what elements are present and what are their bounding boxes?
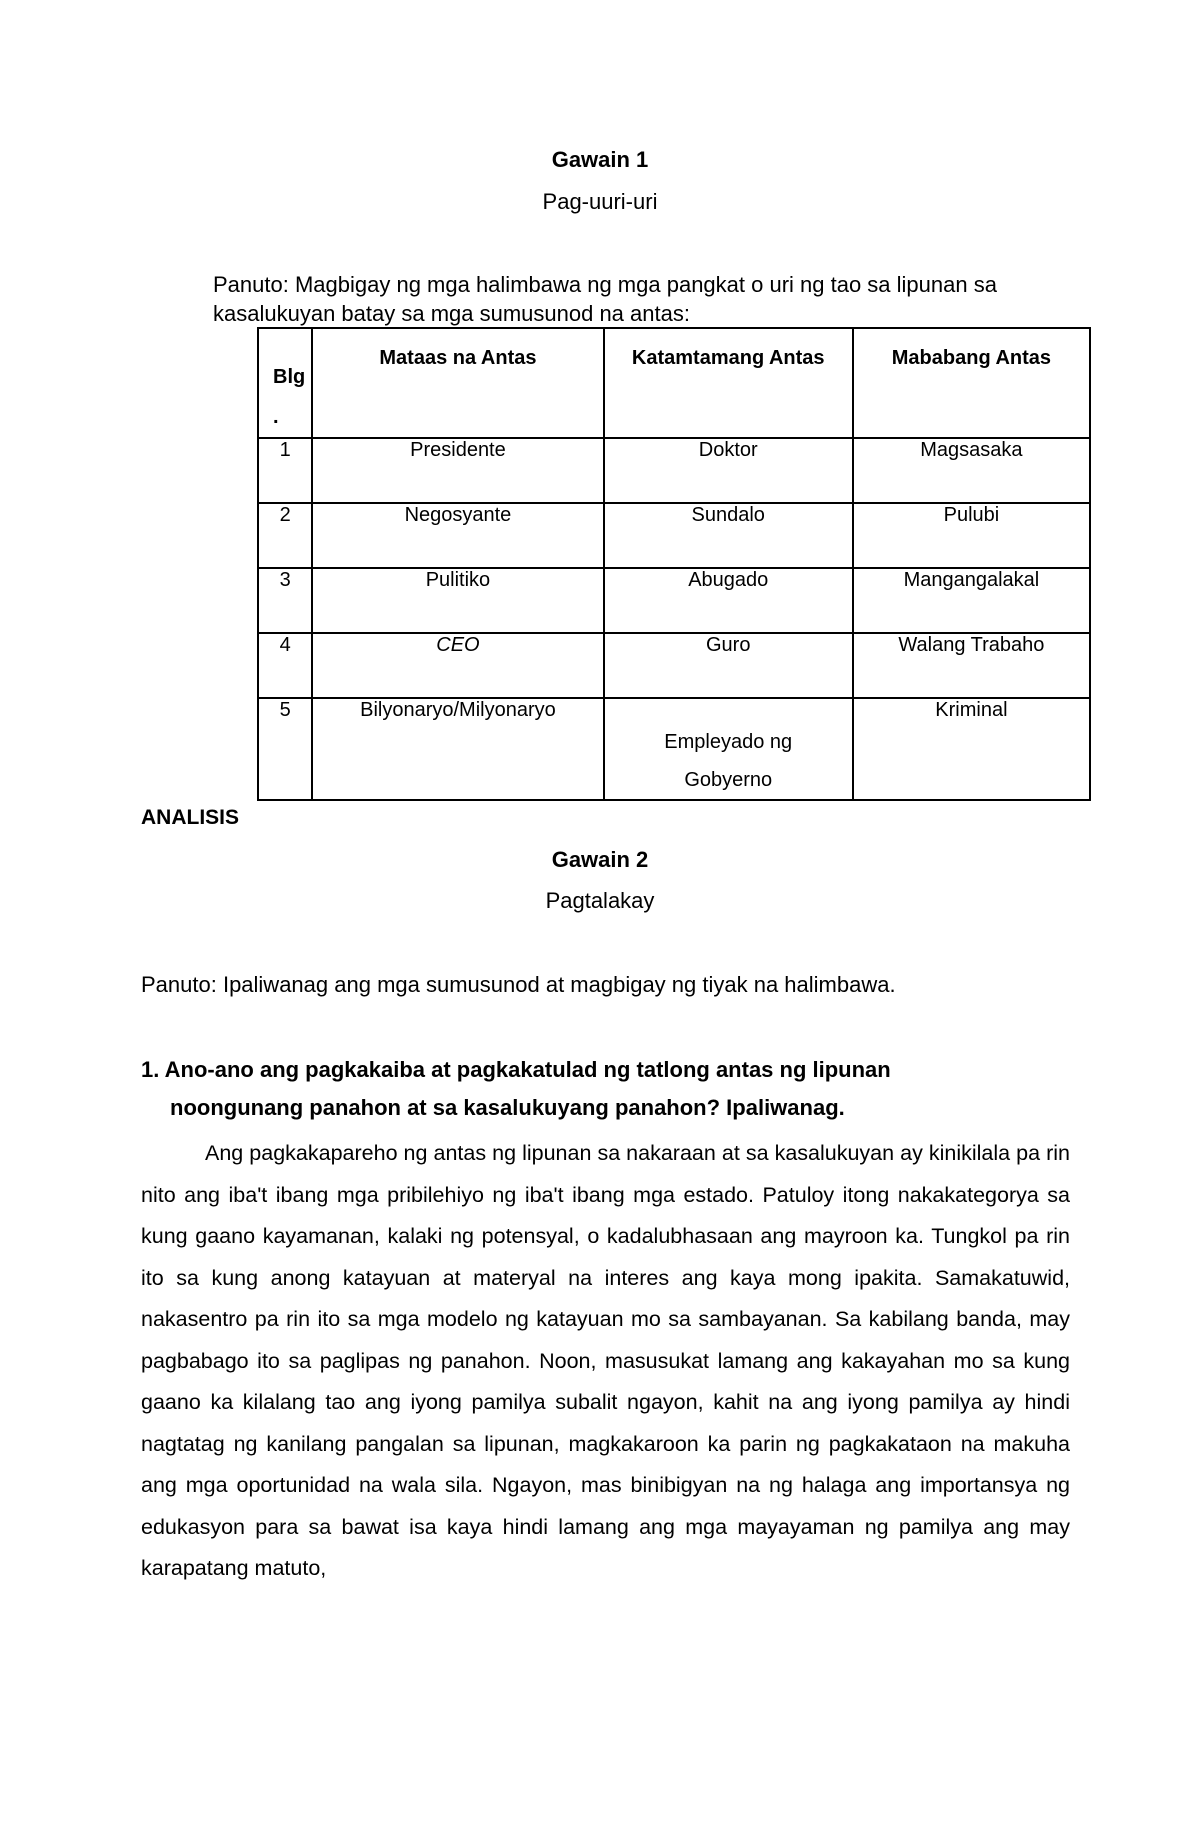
gawain2-title: Gawain 2 bbox=[551, 847, 649, 872]
cell-low: Mangangalakal bbox=[853, 568, 1090, 633]
cell-middle: Abugado bbox=[604, 568, 853, 633]
cell-low: Pulubi bbox=[853, 503, 1090, 568]
question-1-line1: 1. Ano-ano ang pagkakaiba at pagkakatulad ng tatlong antas ng lipunan bbox=[141, 1057, 891, 1082]
gawain1-title: Gawain 1 bbox=[551, 147, 649, 172]
table-header-row bbox=[258, 328, 1090, 438]
header-blg-text: Blg bbox=[273, 366, 306, 388]
cell-high: Bilyonaryo/Milyonaryo bbox=[312, 698, 603, 800]
cell-num: 1 bbox=[258, 438, 312, 503]
cell-low: Kriminal bbox=[853, 698, 1090, 800]
antas-table bbox=[257, 327, 1091, 801]
table-row bbox=[258, 438, 1090, 503]
table-row bbox=[258, 633, 1090, 698]
header-high: Mataas na Antas bbox=[312, 328, 603, 438]
cell-num: 3 bbox=[258, 568, 312, 633]
cell-num: 4 bbox=[258, 633, 312, 698]
cell-high: Pulitiko bbox=[312, 568, 603, 633]
gawain1-subtitle: Pag-uuri-uri bbox=[542, 189, 658, 214]
cell-num: 2 bbox=[258, 503, 312, 568]
gawain2-subtitle: Pagtalakay bbox=[545, 888, 655, 913]
cell-middle-line2: Gobyerno bbox=[684, 769, 773, 791]
answer-1-paragraph: Ang pagkakapareho ng antas ng lipunan sa nakaraan at sa kasalukuyan ay kinikilala pa rin nito ang iba't ibang mga pribilehiyo ng iba't ibang mga estado. Patuloy itong nakakategorya sa kung gaano kayamanan, kalaki ng potensyal, o kadalubhasaan ang mayroon ka. Tungkol pa rin ito sa kung anong katayuan at materyal na interes ang kaya mong ipakita. Samakatuwid, nakasentro pa rin ito sa mga modelo ng katayuan mo sa sambayanan. Sa kabilang banda, may pagbabago ito sa paglipas ng panahon. Noon, masusukat lamang ang kakayahan mo sa kung gaano ka kilalang tao ang iyong pamilya subalit ngayon, kahit na ang iyong pamilya ay hindi nagtatag ng kanilang pangalan sa lipunan, magkakaroon ka parin ng pagkakataon na makuha ang mga oportunidad na wala sila. Ngayon, mas binibigyan na ng halaga ang importansya ng edukasyon para sa bawat isa kaya hindi lamang ang mga mayayaman ng pamilya ang may karapatang matuto, bbox=[141, 1141, 1070, 1580]
cell-middle: Sundalo bbox=[604, 503, 853, 568]
header-blg-dot: . bbox=[273, 406, 279, 428]
analisis-label: ANALISIS bbox=[141, 806, 240, 829]
cell-high: Negosyante bbox=[312, 503, 603, 568]
gawain1-instruction: Panuto: Magbigay ng mga halimbawa ng mga pangkat o uri ng tao sa lipunan sa kasalukuyan batay sa mga sumusunod na antas: bbox=[213, 272, 997, 326]
cell-middle-line1: Empleyado ng bbox=[664, 731, 793, 753]
cell-low: Walang Trabaho bbox=[853, 633, 1090, 698]
header-middle: Katamtamang Antas bbox=[604, 328, 853, 438]
header-low: Mababang Antas bbox=[853, 328, 1090, 438]
cell-high: CEO bbox=[312, 633, 603, 698]
header-blg bbox=[258, 328, 312, 438]
table-row bbox=[258, 698, 1090, 800]
cell-middle bbox=[604, 698, 853, 800]
gawain2-instruction: Panuto: Ipaliwanag ang mga sumusunod at magbigay ng tiyak na halimbawa. bbox=[141, 972, 896, 997]
cell-middle: Doktor bbox=[604, 438, 853, 503]
cell-num: 5 bbox=[258, 698, 312, 800]
cell-low: Magsasaka bbox=[853, 438, 1090, 503]
question-1-line2: noongunang panahon at sa kasalukuyang panahon? Ipaliwanag. bbox=[170, 1095, 845, 1120]
table-row bbox=[258, 503, 1090, 568]
table-row bbox=[258, 568, 1090, 633]
cell-middle: Guro bbox=[604, 633, 853, 698]
cell-high: Presidente bbox=[312, 438, 603, 503]
